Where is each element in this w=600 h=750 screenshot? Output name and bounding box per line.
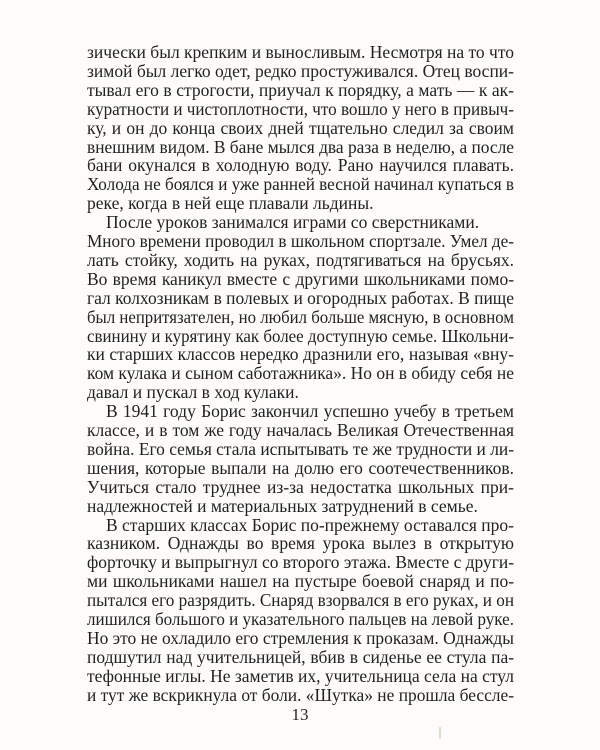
text-line-content: и тут же вскрикнула от боли. «Шутка» не прошла бессле-	[87, 684, 515, 705]
text-line-content: ми школьниками нашел на пустыре боевой снаряд и по-	[87, 571, 515, 592]
text-line-content: куратности и чистоплотности, что вошло у него в привыч-	[87, 98, 514, 119]
text-line	[0, 648, 600, 667]
text-line	[0, 327, 600, 346]
text-line	[0, 43, 600, 62]
text-line	[0, 421, 600, 440]
text-line-content: Но это не охладило его стремления к проказам. Однажды	[87, 627, 515, 648]
text-line-content: подшутил над учительницей, вбив в сиденье ее стула па-	[87, 646, 515, 667]
text-line-content: ком кулака и сыном саботажника». Но он в обиду себя не	[87, 363, 514, 384]
text-line-content: давал и пускал в ход кулаки.	[87, 382, 299, 403]
text-line	[0, 232, 600, 251]
text-line-content: Много времени проводил в школьном спортзале. Умел де-	[87, 231, 515, 251]
text-line	[0, 289, 600, 308]
text-line	[0, 629, 600, 648]
text-line-content: Во время каникул вместе с другими школьниками помо-	[87, 268, 515, 289]
text-line	[0, 308, 600, 327]
text-line	[0, 478, 600, 497]
text-line	[0, 534, 600, 553]
text-line-content: лишился большого и указательного пальцев на левой руке.	[87, 609, 514, 629]
text-line	[0, 516, 600, 535]
text-line-content: гал колхозникам в полевых и огородных работах. В пище	[87, 287, 514, 308]
text-line-content: зически был крепким и выносливым. Несмотря на то что	[87, 42, 515, 62]
page-edge-mark	[439, 727, 441, 739]
text-line	[0, 440, 600, 459]
text-line	[0, 62, 600, 81]
text-line-content: реке, когда в ней еще плавали льдины.	[87, 193, 374, 214]
text-line	[0, 591, 600, 610]
text-line-content: ку, и он до конца своих дней тщательно следил за своим	[87, 117, 514, 138]
text-line	[0, 572, 600, 591]
text-line-content: зимой был легко одет, редко простуживался. Отец воспи-	[87, 60, 514, 81]
text-line	[0, 402, 600, 421]
text-line-content: пытался его разрядить. Снаряд взорвался в его руках, и он	[87, 590, 514, 611]
text-line-content: бани окунался в холодную воду. Рано научился плавать.	[87, 155, 514, 176]
text-line	[0, 667, 600, 686]
text-line	[0, 138, 600, 157]
text-line	[0, 383, 600, 402]
text-line	[0, 175, 600, 194]
text-line	[0, 119, 600, 138]
text-line-content: В старших классах Борис по-прежнему оставался про-	[106, 514, 514, 535]
page-number: 13	[291, 705, 309, 724]
text-line-content: казником. Однажды во время урока вылез в открытую	[87, 533, 515, 554]
text-line	[0, 459, 600, 478]
text-line	[0, 213, 600, 232]
text-line-content: надлежностей и материальных затруднений в семье.	[87, 495, 478, 516]
text-line-content: После уроков занимался играми со сверстниками.	[106, 212, 480, 233]
text-line-content: война. Его семья стала испытывать те же трудности и ли-	[87, 438, 515, 459]
text-line	[0, 610, 600, 629]
text-line-content: лать стойку, ходить на руках, подтягиваться на брусьях.	[87, 249, 514, 270]
text-line-content: тывал его в строгости, приучал к порядку, а мать — к ак-	[87, 79, 514, 100]
text-line	[0, 194, 600, 213]
text-line	[0, 156, 600, 175]
text-line-content: форточку и выпрыгнул со второго этажа. Вместе с други-	[87, 552, 514, 573]
text-line	[0, 553, 600, 572]
text-line	[0, 497, 600, 516]
text-line	[0, 345, 600, 364]
text-line	[0, 686, 600, 705]
text-line-content: тефонные иглы. Не заметив их, учительница села на стул	[87, 665, 514, 686]
text-line	[0, 251, 600, 270]
text-line-content: был непритязателен, но любил больше мясную, в основном	[87, 306, 514, 327]
text-line	[0, 100, 600, 119]
text-line-content: свинину и курятину как более доступную семье. Школьни-	[87, 325, 515, 346]
text-line	[0, 364, 600, 383]
text-line	[0, 270, 600, 289]
text-line-content: классе, и в том же году началась Великая Отечественная	[87, 420, 515, 440]
text-line-content: Холода не боялся и уже ранней весной начинал купаться в	[87, 174, 514, 195]
text-line-content: В 1941 году Борис закончил успешно учебу в третьем	[106, 401, 515, 422]
text-line-content: ки старших классов нередко дразнили его, называя «вну-	[87, 344, 514, 365]
text-line-content: шения, которые выпали на долю его соотечественников.	[87, 457, 514, 478]
text-line	[0, 81, 600, 100]
text-line-content: внешним видом. В бане мылся два раза в неделю, а после	[87, 136, 515, 157]
text-line-content: Учиться стало труднее из-за недостатка школьных при-	[87, 476, 514, 497]
